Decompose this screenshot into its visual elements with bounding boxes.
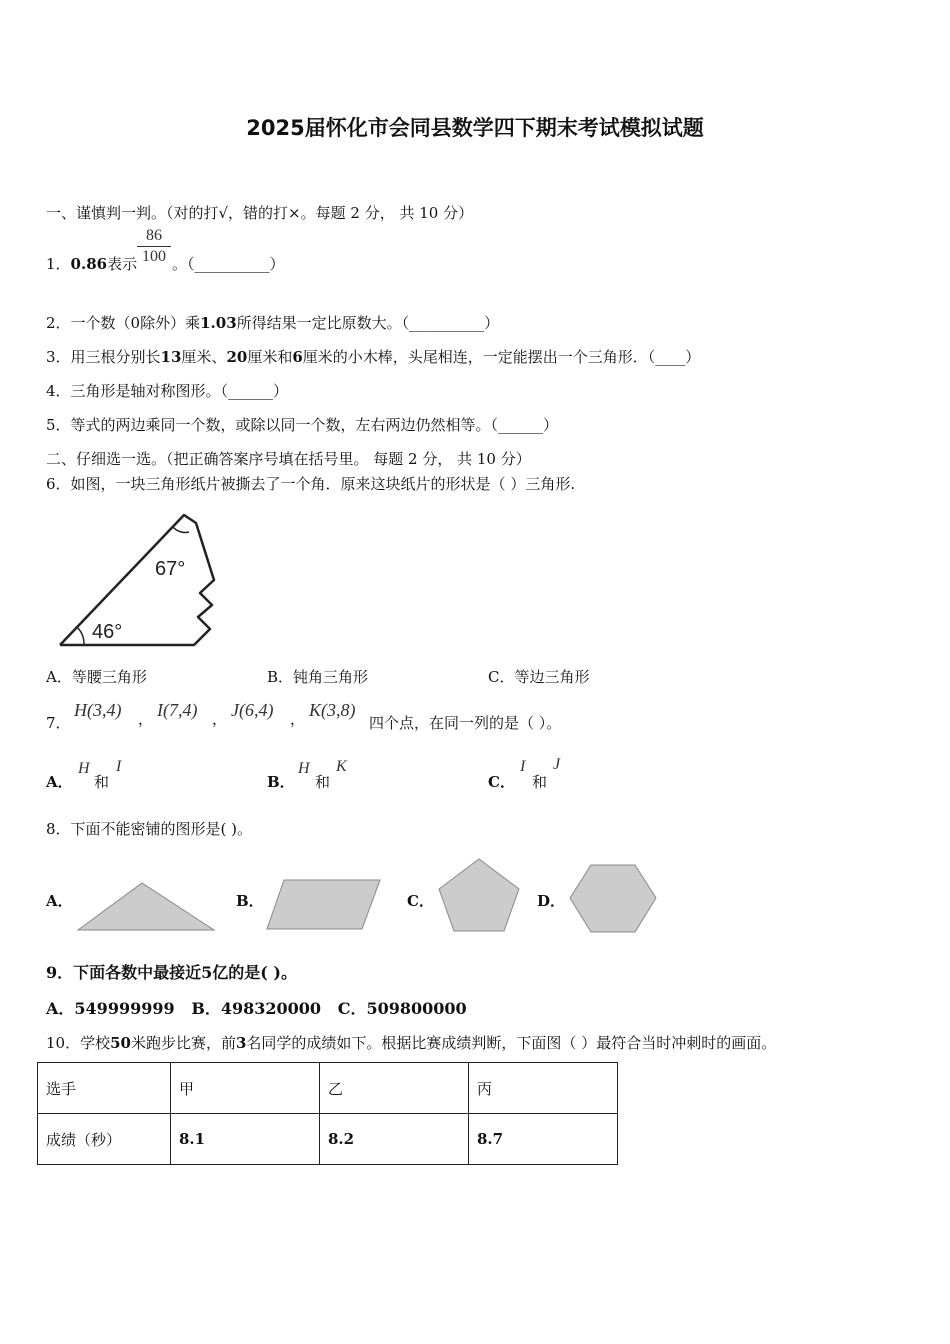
q1-fraction bbox=[137, 226, 171, 267]
q10-n1: 50 bbox=[110, 1034, 131, 1052]
question-3 bbox=[46, 346, 700, 367]
q2-number: 1.03 bbox=[200, 314, 237, 332]
q8-triangle-shape bbox=[74, 878, 220, 934]
angle-arc-top bbox=[173, 527, 189, 532]
q7-sep-3: ， bbox=[290, 710, 306, 728]
q8-option-c-label: C． bbox=[407, 892, 434, 910]
question-8: 8．下面不能密铺的图形是( )。 bbox=[46, 820, 253, 838]
q7-prefix: 7． bbox=[46, 714, 71, 732]
torn-triangle-outline bbox=[60, 515, 214, 645]
q1-text: 表示 bbox=[107, 255, 138, 273]
q8-option-d-label: D． bbox=[537, 892, 566, 910]
table-cell: 甲 bbox=[171, 1063, 320, 1114]
q7-point-j: J(6,4) bbox=[231, 700, 274, 720]
q8-option-b-label: B． bbox=[236, 892, 264, 910]
q7-option-a-label: A． bbox=[46, 773, 73, 791]
q10-text-b: 米跑步比赛，前 bbox=[130, 1034, 236, 1052]
q3-n1: 13 bbox=[160, 348, 182, 366]
question-2 bbox=[46, 312, 499, 333]
q7-option-a-and: 和 bbox=[94, 773, 110, 791]
q1-number: 0.86 bbox=[70, 255, 108, 273]
q10-n2: 3 bbox=[235, 1034, 247, 1052]
q3-n3: 6 bbox=[292, 348, 303, 366]
angle-label-left: 46° bbox=[92, 621, 123, 643]
section1-header: 一、谨慎判一判。（对的打√，错的打×。每题 2 分， 共 10 分） bbox=[46, 204, 474, 222]
q8-pentagon-shape bbox=[434, 856, 524, 934]
table-header-row bbox=[38, 1063, 618, 1114]
q7-sep-1: ， bbox=[138, 710, 154, 728]
torn-triangle-figure bbox=[40, 505, 230, 655]
table-cell: 选手 bbox=[38, 1063, 171, 1114]
angle-arc-left bbox=[78, 628, 84, 645]
q7-option-c-label: C． bbox=[488, 773, 515, 791]
question-5: 5．等式的两边乘同一个数，或除以同一个数，左右两边仍然相等。（______） bbox=[46, 416, 559, 434]
q10-text-c: 名同学的成绩如下。根据比赛成绩判断，下面图（ ）最符合当时冲刺时的画面。 bbox=[246, 1034, 777, 1052]
q7-option-a-p1: H bbox=[78, 760, 90, 777]
table-cell: 乙 bbox=[320, 1063, 469, 1114]
q7-option-b-and: 和 bbox=[315, 773, 331, 791]
q8-option-a-label: A． bbox=[46, 892, 73, 910]
q8-parallelogram-shape bbox=[264, 877, 384, 933]
q7-sep-2: ， bbox=[212, 710, 228, 728]
q3-text-a: 3．用三根分别长 bbox=[46, 348, 161, 366]
question-10 bbox=[46, 1032, 776, 1053]
q1-fraction-denominator: 100 bbox=[142, 248, 166, 265]
q6-option-c: C．等边三角形 bbox=[488, 668, 590, 686]
q1-prefix: 1． bbox=[46, 255, 71, 273]
q7-point-i: I(7,4) bbox=[157, 700, 198, 720]
table-cell: 8.1 bbox=[171, 1114, 320, 1165]
q7-option-b-p2: K bbox=[336, 758, 347, 775]
q7-option-c-and: 和 bbox=[532, 773, 548, 791]
question-4: 4．三角形是轴对称图形。（______） bbox=[46, 382, 289, 400]
table-row bbox=[38, 1114, 618, 1165]
hexagon-shape bbox=[570, 865, 656, 932]
question-6: 6．如图，一块三角形纸片被撕去了一个角．原来这块纸片的形状是（ ）三角形. bbox=[46, 475, 576, 493]
section2-header: 二、仔细选一选。（把正确答案序号填在括号里。 每题 2 分， 共 10 分） bbox=[46, 450, 531, 468]
q2-text-a: 2．一个数（0除外）乘 bbox=[46, 314, 201, 332]
q3-text-b: 厘米、 bbox=[181, 348, 227, 366]
parallelogram-shape bbox=[267, 880, 380, 929]
q7-option-b-label: B． bbox=[267, 773, 295, 791]
q6-option-a: A．等腰三角形 bbox=[46, 668, 147, 686]
table-cell: 8.2 bbox=[320, 1114, 469, 1165]
q7-point-h: H(3,4) bbox=[74, 700, 122, 720]
q7-option-b-p1: H bbox=[298, 760, 310, 777]
q3-text-c: 厘米和 bbox=[247, 348, 293, 366]
q3-text-d: 厘米的小木棒，头尾相连，一定能摆出一个三角形．（____） bbox=[302, 348, 701, 366]
q7-option-a-p2: I bbox=[116, 758, 122, 775]
question-1 bbox=[46, 253, 137, 274]
q1-answer-blank: 。（__________） bbox=[172, 255, 285, 273]
q2-text-b: 所得结果一定比原数大。（__________） bbox=[236, 314, 500, 332]
q7-text: 四个点，在同一列的是（ ）。 bbox=[369, 714, 562, 732]
q1-fraction-numerator: 86 bbox=[137, 226, 171, 247]
q9-options: A．549999999 B．498320000 C．509800000 bbox=[46, 999, 467, 1018]
pentagon-shape bbox=[439, 859, 519, 931]
q6-option-b: B．钝角三角形 bbox=[267, 668, 369, 686]
angle-label-top: 67° bbox=[155, 558, 186, 580]
q7-option-c-p2: J bbox=[553, 756, 561, 773]
q10-text-a: 10．学校 bbox=[46, 1034, 111, 1052]
triangle-shape bbox=[78, 883, 214, 930]
table-cell: 丙 bbox=[469, 1063, 618, 1114]
q7-option-c-p1: I bbox=[520, 758, 526, 775]
table-cell: 8.7 bbox=[469, 1114, 618, 1165]
q3-n2: 20 bbox=[226, 348, 248, 366]
q7-point-k: K(3,8) bbox=[309, 700, 356, 720]
q8-hexagon-shape bbox=[566, 862, 660, 936]
question-9: 9．下面各数中最接近5亿的是( )。 bbox=[46, 963, 297, 982]
table-cell: 成绩（秒） bbox=[38, 1114, 171, 1165]
page-title: 2025届怀化市会同县数学四下期末考试模拟试题 bbox=[246, 116, 704, 140]
score-table bbox=[37, 1062, 618, 1165]
